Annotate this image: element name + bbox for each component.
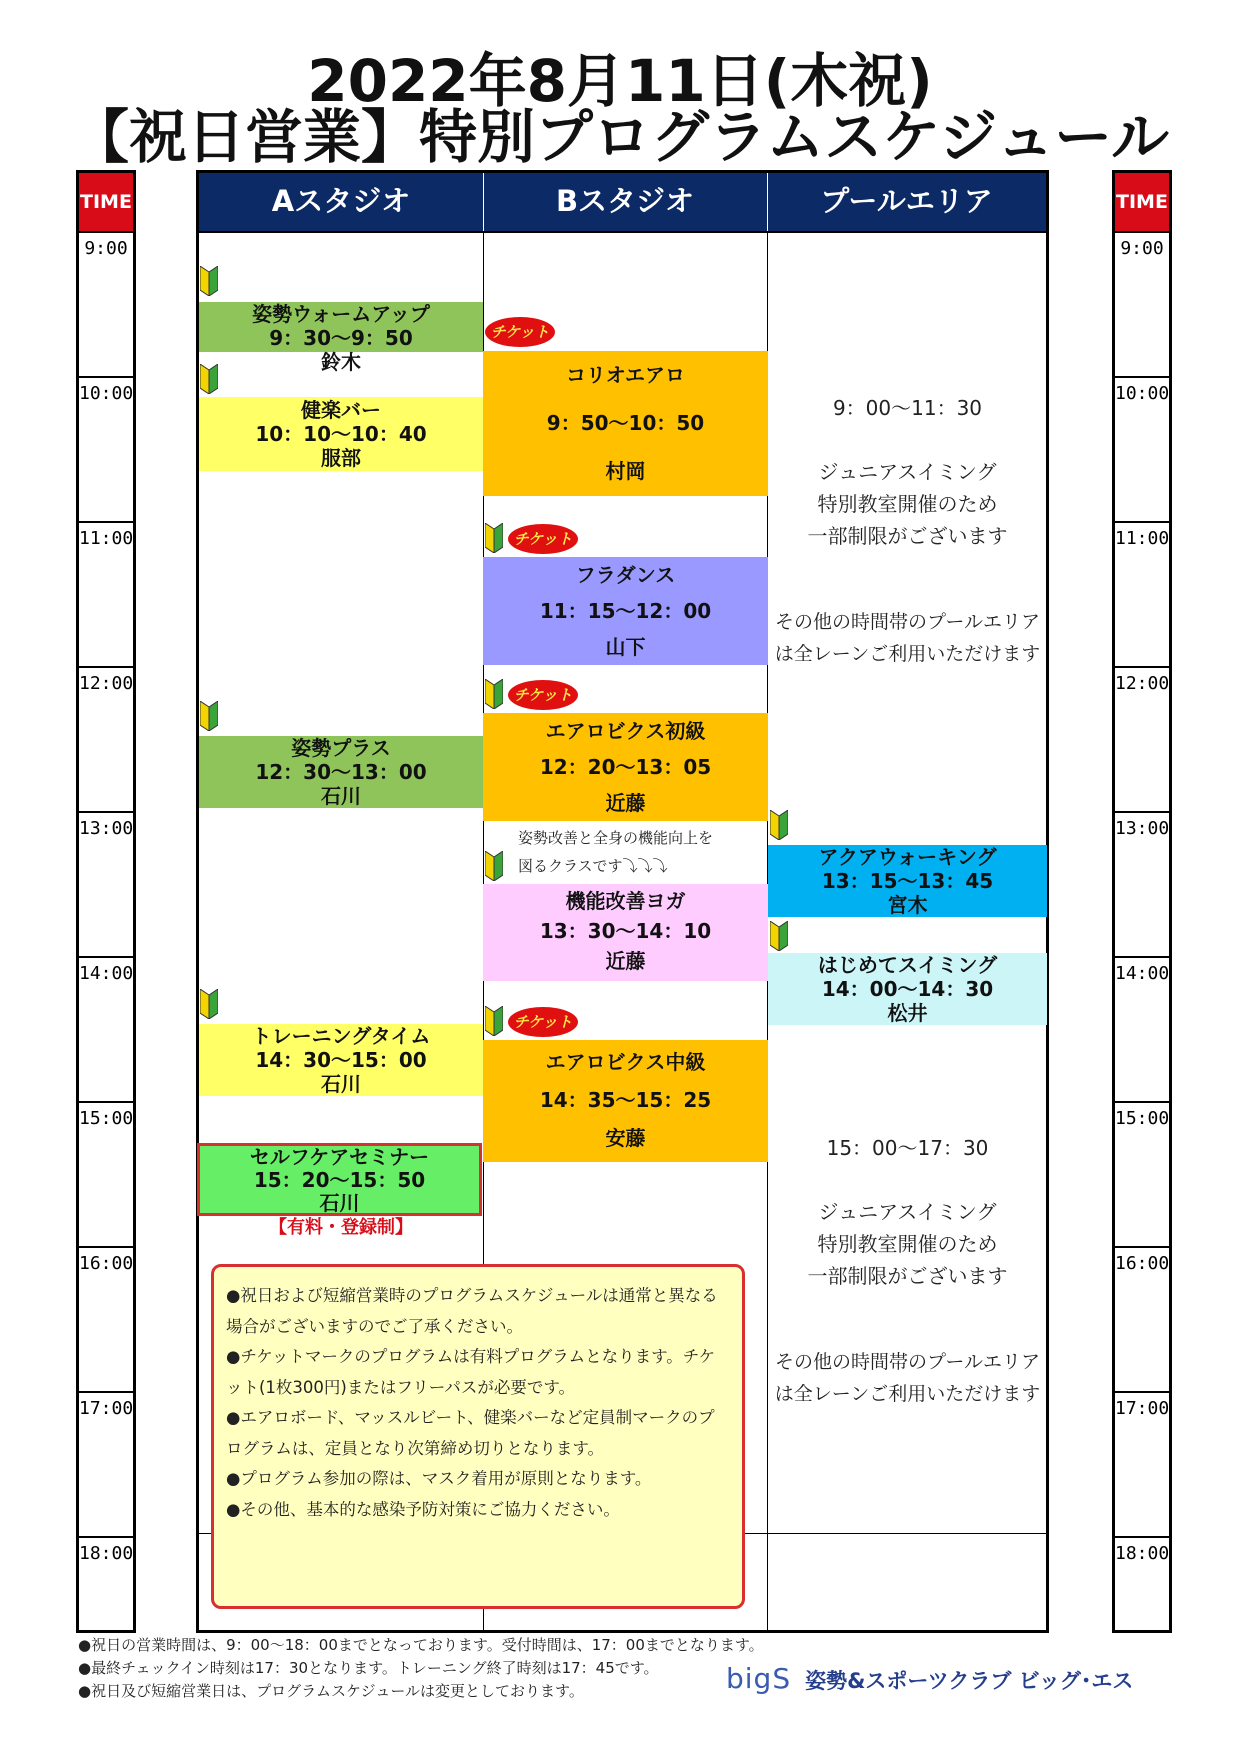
class-time: 12：30～13：00	[255, 760, 427, 784]
class-name: コリオエアロ	[566, 363, 685, 387]
logo-mark: bigS	[726, 1662, 792, 1695]
pool-info-text: その他の時間帯のプールエリア	[774, 1351, 1041, 1373]
pool-info-time: 15：00～17：30	[826, 1136, 989, 1160]
class-block[interactable]	[483, 713, 768, 821]
class-block[interactable]	[483, 1040, 768, 1162]
registration-note: 【有料・登録制】	[269, 1217, 413, 1238]
time-label: 13:00	[79, 818, 134, 839]
class-block[interactable]	[197, 1143, 482, 1216]
pool-info-time: 9：00～11：30	[832, 396, 983, 420]
class-name: アクアウォーキング	[818, 845, 997, 869]
footer-note: ●祝日及び短縮営業日は、プログラムスケジュールは変更としております。	[78, 1682, 584, 1700]
class-block[interactable]	[199, 397, 483, 471]
beginner-mark-icon	[200, 266, 218, 296]
class-time: 12：20～13：05	[539, 755, 712, 779]
beginner-mark-icon	[200, 364, 218, 394]
time-label: 17:00	[1115, 1398, 1170, 1419]
beginner-mark-icon	[200, 989, 218, 1019]
time-label: 12:00	[79, 673, 134, 694]
class-time: 11：15～12：00	[539, 599, 712, 623]
time-header: TIME	[79, 173, 133, 231]
class-block[interactable]	[483, 557, 768, 665]
pool-info-block	[768, 1132, 1047, 1410]
column-header-studio-a: Aスタジオ	[271, 184, 411, 218]
time-label: 9:00	[1120, 238, 1164, 259]
class-time: 14：30～15：00	[255, 1048, 427, 1072]
class-instructor: 安藤	[605, 1126, 646, 1150]
class-description: 図るクラスです⤵⤵⤵	[518, 857, 668, 875]
class-time: 13：30～14：10	[539, 919, 712, 943]
time-label: 18:00	[1115, 1543, 1170, 1564]
pool-info-text: は全レーンご利用いただけます	[774, 643, 1041, 665]
class-instructor: 宮木	[887, 893, 928, 917]
beginner-mark-icon	[485, 851, 503, 881]
time-label: 17:00	[79, 1398, 134, 1419]
class-description: 姿勢改善と全身の機能向上を	[518, 829, 714, 847]
class-instructor: 山下	[605, 635, 646, 659]
pool-info-text: 一部制限がございます	[807, 524, 1008, 548]
class-name: はじめてスイミング	[817, 953, 998, 977]
class-time: 14：35～15：25	[539, 1088, 712, 1112]
class-name: 機能改善ヨガ	[565, 889, 686, 913]
pool-info-text: 特別教室開催のため	[817, 1232, 998, 1256]
pool-info-text: その他の時間帯のプールエリア	[774, 611, 1041, 633]
time-label: 11:00	[79, 528, 134, 549]
class-time: 10：10～10：40	[255, 422, 427, 446]
class-block[interactable]	[199, 736, 483, 808]
notice-item: ●プログラム参加の際は、マスク着用が原則となります。	[226, 1469, 652, 1488]
notice-item: ●その他、基本的な感染予防対策にご協力ください。	[226, 1499, 620, 1519]
grid-header	[199, 173, 1046, 231]
ticket-badge: チケット	[508, 680, 578, 710]
ticket-badge: チケット	[508, 524, 578, 554]
class-name: セルフケアセミナー	[249, 1145, 430, 1169]
ticket-badge: チケット	[485, 317, 555, 347]
class-time: 15：20～15：50	[253, 1168, 426, 1192]
time-label: 9:00	[84, 238, 128, 259]
time-label: 11:00	[1115, 528, 1170, 549]
logo-text: 姿勢&スポーツクラブ ビッグ･エス	[805, 1669, 1134, 1693]
class-time: 14：00～14：30	[821, 977, 994, 1001]
beginner-mark-icon	[485, 679, 503, 709]
notice-box	[211, 1264, 745, 1609]
column-header-studio-b: Bスタジオ	[555, 184, 695, 218]
notice-item: ●祝日および短縮営業時のプログラムスケジュールは通常と異なる場合がございますのでご了承ください。	[226, 1286, 718, 1336]
time-header: TIME	[1115, 173, 1169, 231]
page-subtitle: 【祝日営業】特別プログラムスケジュール	[71, 103, 1169, 171]
class-name: トレーニングタイム	[251, 1024, 431, 1048]
time-label: 18:00	[79, 1543, 134, 1564]
class-name: エアロビクス中級	[545, 1050, 706, 1074]
beginner-mark-icon	[770, 810, 788, 840]
class-block[interactable]	[199, 302, 483, 352]
pool-info-text: 特別教室開催のため	[817, 492, 998, 516]
class-instructor: 服部	[321, 446, 361, 470]
beginner-mark-icon	[485, 1006, 503, 1036]
class-name: 姿勢プラス	[291, 736, 391, 760]
beginner-mark-icon	[485, 523, 503, 553]
class-time: 13：15～13：45	[821, 869, 994, 893]
time-label: 14:00	[79, 963, 134, 984]
pool-info-text: ジュニアスイミング	[818, 460, 997, 484]
class-name: フラダンス	[575, 563, 676, 587]
page-title: 2022年8月11日(木祝)	[307, 47, 933, 115]
class-instructor: 石川	[319, 1191, 360, 1215]
club-logo	[726, 1662, 1133, 1695]
pool-info-block	[768, 392, 1047, 670]
time-label: 16:00	[79, 1253, 134, 1274]
class-time: 9：50～10：50	[546, 411, 705, 435]
class-time: 9：30～9：50	[269, 326, 413, 350]
footer-note: ●祝日の営業時間は、9：00～18：00までとなっております。受付時間は、17：00までとなります。	[78, 1636, 764, 1654]
time-column-right	[1112, 170, 1172, 1633]
class-block[interactable]	[199, 1024, 483, 1096]
time-label: 15:00	[1115, 1108, 1170, 1129]
class-instructor: 近藤	[605, 791, 646, 815]
time-label: 10:00	[1115, 383, 1170, 404]
class-block[interactable]	[483, 884, 768, 981]
class-instructor: 村岡	[605, 459, 646, 483]
time-label: 15:00	[79, 1108, 134, 1129]
time-column-left	[76, 170, 136, 1633]
notice-item: ●エアロボード、マッスルビート、健楽バーなど定員制マークのプログラムは、定員となり次第締め切りとなります。	[226, 1408, 715, 1458]
class-instructor: 松井	[887, 1001, 928, 1025]
class-instructor: 鈴木	[321, 350, 361, 374]
class-block[interactable]	[483, 351, 768, 496]
class-block[interactable]	[768, 953, 1047, 1025]
beginner-mark-icon	[770, 921, 788, 951]
class-instructor: 近藤	[605, 949, 646, 973]
class-name: 姿勢ウォームアップ	[252, 302, 430, 326]
pool-info-text: は全レーンご利用いただけます	[774, 1383, 1041, 1405]
footer-note: ●最終チェックイン時刻は17：30となります。トレーニング終了時刻は17：45です。	[78, 1659, 659, 1677]
time-label: 10:00	[79, 383, 134, 404]
time-label: 13:00	[1115, 818, 1170, 839]
time-label: 12:00	[1115, 673, 1170, 694]
class-instructor: 石川	[321, 784, 361, 808]
notice-item: ●チケットマークのプログラムは有料プログラムとなります。チケット(1枚300円)またはフリーパスが必要です。	[226, 1347, 716, 1397]
pool-info-text: 一部制限がございます	[807, 1264, 1008, 1288]
class-name: 健楽バー	[301, 398, 381, 422]
column-header-pool: プールエリア	[820, 184, 993, 218]
time-label: 16:00	[1115, 1253, 1170, 1274]
beginner-mark-icon	[200, 701, 218, 731]
class-name: エアロビクス初級	[545, 719, 706, 743]
ticket-badge: チケット	[508, 1007, 578, 1037]
class-block[interactable]	[768, 845, 1047, 917]
pool-info-text: ジュニアスイミング	[818, 1200, 997, 1224]
class-instructor: 石川	[321, 1072, 361, 1096]
time-label: 14:00	[1115, 963, 1170, 984]
